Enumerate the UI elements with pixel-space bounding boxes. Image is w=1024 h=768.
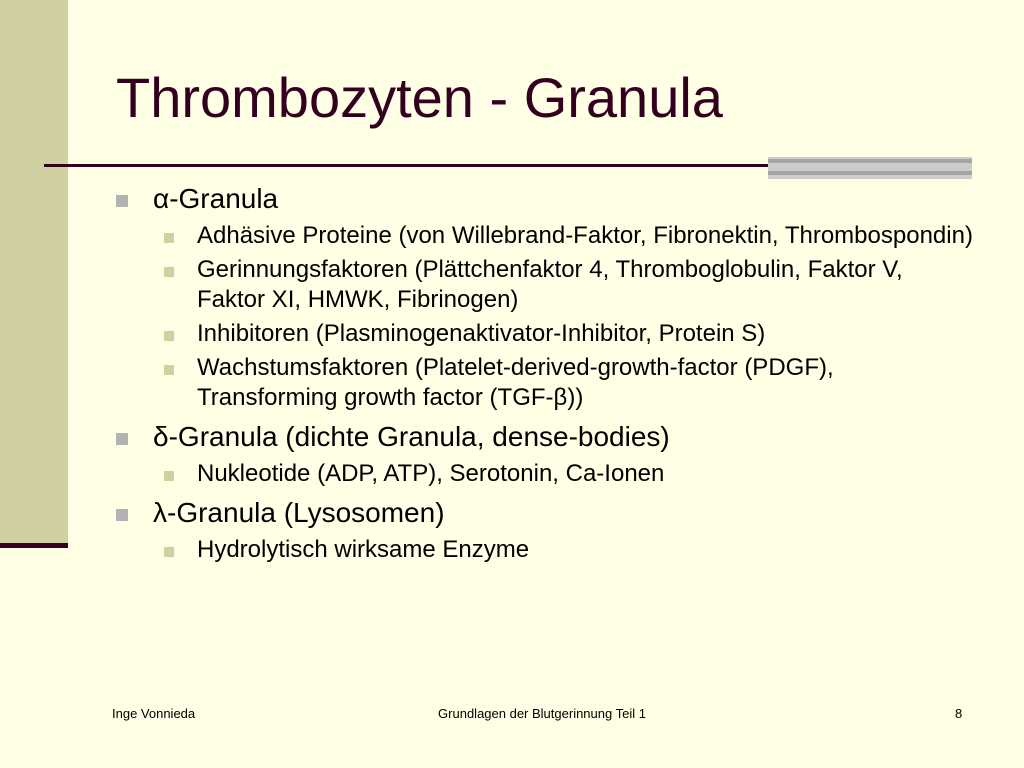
title-divider-line xyxy=(44,164,768,167)
sub-bullet-text: Wachstumsfaktoren (Platelet-derived-growth-factor (PDGF), Transforming growth factor (TGF-β)) xyxy=(197,354,834,411)
square-bullet-icon xyxy=(116,509,128,521)
accent-stripe xyxy=(768,159,972,163)
square-bullet-icon xyxy=(164,471,174,481)
bullet-alpha-granula xyxy=(116,181,976,413)
sub-bullet-item xyxy=(164,459,976,489)
bullet-text: δ-Granula (dichte Granula, dense-bodies) xyxy=(153,421,670,452)
left-band-end-line xyxy=(0,543,68,548)
sub-bullet-item xyxy=(164,255,976,315)
square-bullet-icon xyxy=(164,233,174,243)
slide-title: Thrombozyten - Granula xyxy=(116,66,723,129)
sub-bullet-list xyxy=(164,459,976,489)
sub-bullet-text: Inhibitoren (Plasminogenaktivator-Inhibitor, Protein S) xyxy=(197,320,766,347)
bullet-lambda-granula xyxy=(116,495,976,565)
sub-bullet-item xyxy=(164,221,976,251)
bullet-text: λ-Granula (Lysosomen) xyxy=(153,497,445,528)
bullet-text: α-Granula xyxy=(153,183,279,214)
square-bullet-icon xyxy=(164,547,174,557)
square-bullet-icon xyxy=(164,267,174,277)
sub-bullet-text: Gerinnungsfaktoren (Plättchenfaktor 4, Thromboglobulin, Faktor V, Faktor XI, HMWK, Fibrinogen) xyxy=(197,256,903,313)
sub-bullet-text: Nukleotide (ADP, ATP), Serotonin, Ca-Ionen xyxy=(197,460,665,487)
sub-bullet-item xyxy=(164,535,976,565)
sub-bullet-item xyxy=(164,353,976,413)
slide-body-list xyxy=(116,181,976,571)
square-bullet-icon xyxy=(116,433,128,445)
footer-presentation-title: Grundlagen der Blutgerinnung Teil 1 xyxy=(438,706,646,721)
sub-bullet-text: Hydrolytisch wirksame Enzyme xyxy=(197,536,530,563)
sub-bullet-item xyxy=(164,319,976,349)
title-accent-bar xyxy=(768,157,972,179)
footer-page-number: 8 xyxy=(955,706,963,721)
sub-bullet-text: Adhäsive Proteine (von Willebrand-Faktor, Fibronektin, Thrombospondin) xyxy=(197,222,973,249)
square-bullet-icon xyxy=(164,331,174,341)
square-bullet-icon xyxy=(164,365,174,375)
left-decorative-band xyxy=(0,0,68,547)
footer-author: Inge Vonnieda xyxy=(112,706,196,721)
accent-stripe xyxy=(768,171,972,175)
square-bullet-icon xyxy=(116,195,128,207)
sub-bullet-list xyxy=(164,535,976,565)
sub-bullet-list xyxy=(164,221,976,413)
bullet-delta-granula xyxy=(116,419,976,489)
